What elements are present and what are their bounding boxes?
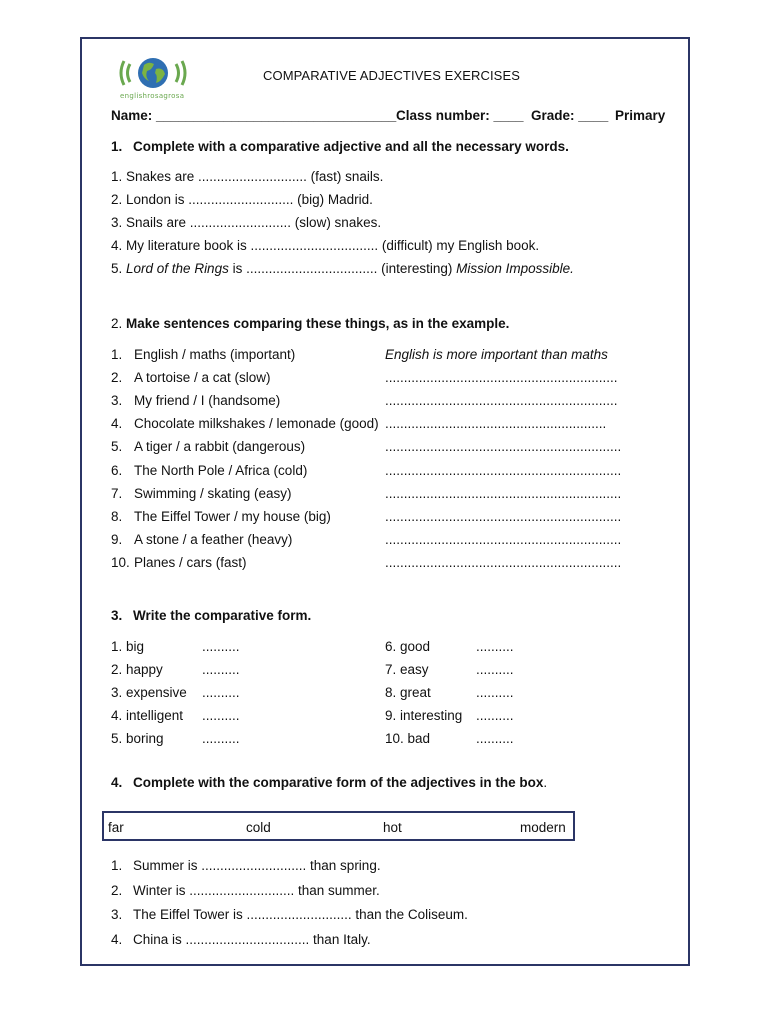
section2-item-number: 3. bbox=[111, 393, 123, 409]
section2-item-text: A tiger / a rabbit (dangerous) bbox=[134, 439, 306, 455]
section2-answer-blank: ............................................................... bbox=[385, 554, 622, 570]
section3-blank: .......... bbox=[202, 662, 240, 678]
section4-item-text: Summer is ............................ than spring. bbox=[133, 858, 381, 873]
section3-word: 7. easy bbox=[385, 662, 429, 678]
section1-item-mid: is ................................... (interesting) bbox=[228, 261, 457, 276]
section3-blank: .......... bbox=[476, 685, 514, 701]
section1-heading: Complete with a comparative adjective and all the necessary words. bbox=[133, 139, 569, 154]
section3-blank: .......... bbox=[202, 708, 240, 724]
grade-label: Grade: ____ bbox=[531, 108, 609, 123]
section3-word: 4. intelligent bbox=[111, 708, 184, 724]
section3-blank: .......... bbox=[202, 685, 240, 701]
page-title: COMPARATIVE ADJECTIVES EXERCISES bbox=[263, 68, 520, 83]
section2-item-text: English / maths (important) bbox=[134, 347, 296, 362]
class-number-label: Class number: ____ bbox=[396, 108, 524, 123]
section2-item-text: The North Pole / Africa (cold) bbox=[134, 462, 308, 478]
section4-title bbox=[133, 776, 547, 790]
section2-item-number: 2. bbox=[111, 370, 123, 386]
section2-answer-blank: ............................................................... bbox=[385, 531, 622, 547]
section2-item-text: My friend / I (handsome) bbox=[134, 393, 281, 409]
primary-label: Primary bbox=[615, 108, 666, 123]
section1-item: 1. Snakes are ............................. (fast) snails. bbox=[111, 169, 384, 184]
section2-answer-blank: ............................................................... bbox=[385, 439, 622, 455]
section2-item-text: A tortoise / a cat (slow) bbox=[134, 370, 271, 386]
globe-logo-icon bbox=[118, 49, 188, 97]
section2-item-number: 4. bbox=[111, 416, 123, 432]
worksheet-page bbox=[80, 37, 690, 966]
section3-word: 10. bad bbox=[385, 731, 431, 747]
section3-blank: .......... bbox=[476, 639, 514, 654]
section2-answer-blank: .............................................................. bbox=[385, 370, 618, 386]
section4-item-text: The Eiffel Tower is ............................ than the Coliseum. bbox=[133, 907, 468, 922]
adjective-word-box bbox=[102, 811, 575, 841]
section2-item-number: 9. bbox=[111, 531, 123, 547]
section1-item: 4. My literature book is .................................. (difficult) my English book. bbox=[111, 238, 540, 253]
section2-item-text: Planes / cars (fast) bbox=[134, 554, 247, 570]
section4-item-number: 2. bbox=[111, 882, 123, 898]
logo-text: englishrosagrosa bbox=[120, 92, 185, 100]
section1-item bbox=[111, 262, 574, 276]
section2-example-answer: English is more important than maths bbox=[385, 347, 608, 362]
section2-number: 2. bbox=[111, 316, 127, 331]
section2-answer-blank: ............................................................... bbox=[385, 485, 622, 501]
section3-blank: .......... bbox=[202, 639, 240, 654]
section2-item-text: Swimming / skating (easy) bbox=[134, 485, 292, 501]
box-word: far bbox=[108, 820, 124, 835]
section2-heading: Make sentences comparing these things, as in the example. bbox=[126, 316, 510, 331]
section3-heading: Write the comparative form. bbox=[133, 608, 312, 623]
section4-heading: Complete with the comparative form of the adjectives in the box bbox=[133, 775, 544, 790]
section4-item-text: China is ................................. than Italy. bbox=[133, 931, 371, 947]
section4-item-number: 4. bbox=[111, 931, 123, 947]
section2-item-number: 7. bbox=[111, 485, 123, 501]
section3-blank: .......... bbox=[476, 662, 514, 678]
section3-word: 3. expensive bbox=[111, 685, 187, 701]
section3-word: 8. great bbox=[385, 685, 431, 701]
section3-number: 3. bbox=[111, 608, 123, 623]
box-word: hot bbox=[383, 820, 402, 835]
section3-word: 5. boring bbox=[111, 731, 164, 747]
section2-title bbox=[111, 317, 509, 331]
section1-number: 1. bbox=[111, 139, 123, 154]
section2-answer-blank: .............................................................. bbox=[385, 393, 618, 409]
box-word: modern bbox=[520, 820, 566, 835]
section1-item: 2. London is ............................ (big) Madrid. bbox=[111, 192, 373, 207]
section1-item-title1: Lord of the Rings bbox=[126, 261, 229, 276]
section3-blank: .......... bbox=[476, 708, 514, 724]
section2-item-number: 1. bbox=[111, 347, 123, 362]
section3-blank: .......... bbox=[202, 731, 240, 747]
section3-word: 9. interesting bbox=[385, 708, 463, 724]
section2-item-number: 5. bbox=[111, 439, 123, 455]
section4-number: 4. bbox=[111, 775, 123, 790]
section3-blank: .......... bbox=[476, 731, 514, 747]
section3-word: 2. happy bbox=[111, 662, 163, 678]
section1-item-title2: Mission Impossible. bbox=[456, 261, 574, 276]
section2-answer-blank: ........................................................... bbox=[385, 416, 607, 432]
section1-item: 3. Snails are ........................... (slow) snakes. bbox=[111, 215, 382, 230]
section3-word: 6. good bbox=[385, 639, 431, 654]
section2-item-text: The Eiffel Tower / my house (big) bbox=[134, 508, 331, 524]
section2-item-number: 8. bbox=[111, 508, 123, 524]
section2-answer-blank: ............................................................... bbox=[385, 508, 622, 524]
section4-period: . bbox=[543, 775, 548, 790]
section2-answer-blank: ............................................................... bbox=[385, 462, 622, 478]
section2-item-text: A stone / a feather (heavy) bbox=[134, 531, 293, 547]
box-word: cold bbox=[246, 820, 271, 835]
section1-item-num: 5. bbox=[111, 261, 127, 276]
section4-item-number: 3. bbox=[111, 907, 123, 922]
section4-item-text: Winter is ............................ than summer. bbox=[133, 882, 380, 898]
section4-item-number: 1. bbox=[111, 858, 123, 873]
section2-item-number: 10. bbox=[111, 554, 130, 570]
section3-word: 1. big bbox=[111, 639, 145, 654]
section2-item-number: 6. bbox=[111, 462, 123, 478]
section2-item-text: Chocolate milkshakes / lemonade (good) bbox=[134, 416, 379, 432]
name-field-label: Name: ________________________________ bbox=[111, 108, 397, 123]
